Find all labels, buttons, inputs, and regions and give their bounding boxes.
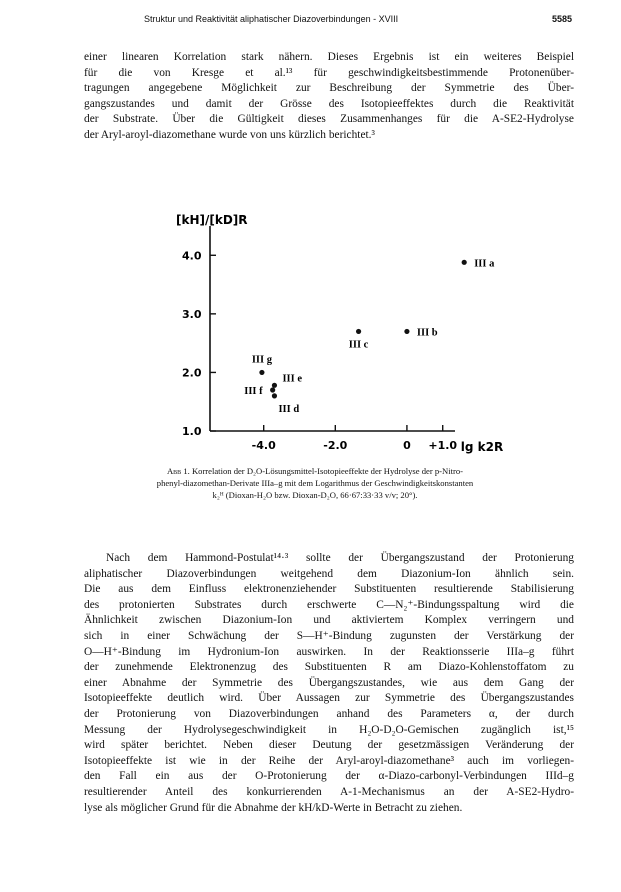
caption-line: phenyl-diazomethan-Derivate IIIa–g mit dem Logarithmus der Geschwindigkeitskonstanten <box>156 478 474 488</box>
text-line: Isotopieeffekte ist wie in der Reihe der Aryl-aroyl-diazomethane³ auch im vorliegen- <box>84 754 574 767</box>
running-title: Struktur und Reaktivität aliphatischer Diazoverbindungen - XVIII <box>144 14 399 24</box>
caption-line: k₂ᴴ (Dioxan-H₂O bzw. Dioxan-D₂O, 66·67:33·33 v/v; 20°). <box>212 490 418 500</box>
x-tick-label: 0 <box>403 439 411 452</box>
text-line: sich in einer Schwächung der S—H⁺-Bindung zugunsten der Verstärkung der <box>84 629 574 642</box>
data-point <box>404 329 409 334</box>
figure-1 <box>140 196 510 466</box>
text-line: einer linearen Korrelation stark nähern. Dieses Ergebnis ist ein weiteres Beispiel <box>84 51 574 63</box>
data-point <box>270 387 275 392</box>
y-axis-label: [kH]/[kD]R <box>176 213 248 227</box>
text-line: der Substrate. Über die Gültigkeit dieses Zusammenhanges für die A-SE2-Hydrolyse <box>84 113 574 126</box>
text-line: der Protonierung von Diazoverbindungen anhand des Parameters α, der durch <box>84 707 574 720</box>
y-tick-label: 3.0 <box>182 307 202 321</box>
data-point <box>272 383 277 388</box>
point-label: III b <box>416 327 438 339</box>
text-line: tragungen angegebene Möglichkeit zur Beschreibung der Symmetrie des Über- <box>84 82 574 95</box>
data-point <box>272 393 277 398</box>
x-tick-label: +1.0 <box>428 439 458 452</box>
x-axis-label: lg k2R <box>460 440 504 454</box>
point-label: III f <box>244 386 263 397</box>
caption-line: Korrelation der D₂O-Lösungsmittel-Isotopieeffekte der Hydrolyse der p-Nitro- <box>191 466 464 476</box>
figure-caption <box>110 465 520 501</box>
text-line: wird später berichtet. Neben dieser Deutung der gesetzmässigen Veränderung der <box>84 739 574 752</box>
text-line: Die aus dem Einfluss elektronenziehender Substituenten resultierende Stabilisierung <box>84 583 574 596</box>
point-label: III g <box>251 354 272 366</box>
x-tick-label: -4.0 <box>251 439 276 452</box>
y-tick-label: 1.0 <box>182 425 202 438</box>
page-number: 5585 <box>551 14 572 24</box>
text-line: der zunehmende Elektronenzug des Substituenten R am Diazo-Kohlenstoffatom zu <box>84 661 574 674</box>
scatter-chart <box>140 196 510 466</box>
y-tick-label: 4.0 <box>182 249 202 263</box>
running-header <box>84 14 572 30</box>
text-line: für die von Kresge et al.¹³ für geschwindigkeitsbestimmende Protonenüber- <box>84 66 574 79</box>
x-tick-label: -2.0 <box>323 439 348 452</box>
point-label: III c <box>348 339 369 351</box>
text-line: einer Abnahme der Symmetrie des Übergangszustandes, wie aus dem Gang der <box>84 676 574 689</box>
text-line: resultierender Anteil des konkurrierenden A-1-Mechanismus an der A-SE2-Hydro- <box>84 785 574 798</box>
text-line: der Aryl-aroyl-diazomethane wurde von uns kürzlich berichtet.³ <box>84 128 375 141</box>
data-point <box>259 370 264 375</box>
text-line: lyse als möglicher Grund für die Abnahme der kH/kD-Werte in Betracht zu ziehen. <box>84 801 463 814</box>
point-label: III d <box>278 403 300 415</box>
point-label: III e <box>282 373 302 385</box>
text-line: Nach dem Hammond-Postulat¹⁴·³ sollte der Übergangszustand der Protonierung <box>106 552 574 564</box>
paragraph-2 <box>84 551 574 816</box>
text-line: Isotopieeffekte deutlich wird. Über Aussagen zur Symmetrie des Übergangszustandes <box>84 692 574 705</box>
data-point <box>356 329 361 334</box>
text-line: aliphatischer Diazoverbindungen weitgehend dem Diazonium-Ion ähnlich sein. <box>84 567 574 580</box>
text-line: des protonierten Substrates durch erschwerte C—N₂⁺-Bindungsspaltung wird die <box>84 598 574 611</box>
point-label: III a <box>474 258 495 270</box>
text-line: O—H⁺-Bindung im Hydronium-Ion auswirken. In der Reaktionsserie IIIa–g führt <box>84 645 574 658</box>
data-point <box>462 260 467 265</box>
text-line: Ähnlichkeit zwischen Diazonium-Ion und aktiviertem Komplex verringern und <box>84 614 574 627</box>
paragraph-1 <box>84 50 574 144</box>
text-line: den Fall ein aus der O-Protonierung der α-Diazo-carbonyl-Verbindungen IIId–g <box>84 770 574 783</box>
text-line: Messung der Hydrolysegeschwindigkeit in H₂O-D₂O-Gemischen zugänglich ist,¹⁵ <box>84 723 574 736</box>
y-tick-label: 2.0 <box>182 366 202 380</box>
caption-label: Abb 1. <box>166 466 190 476</box>
text-line: gangszustandes und damit der Grösse des Isotopieeffektes durch die Reaktivität <box>84 97 574 110</box>
